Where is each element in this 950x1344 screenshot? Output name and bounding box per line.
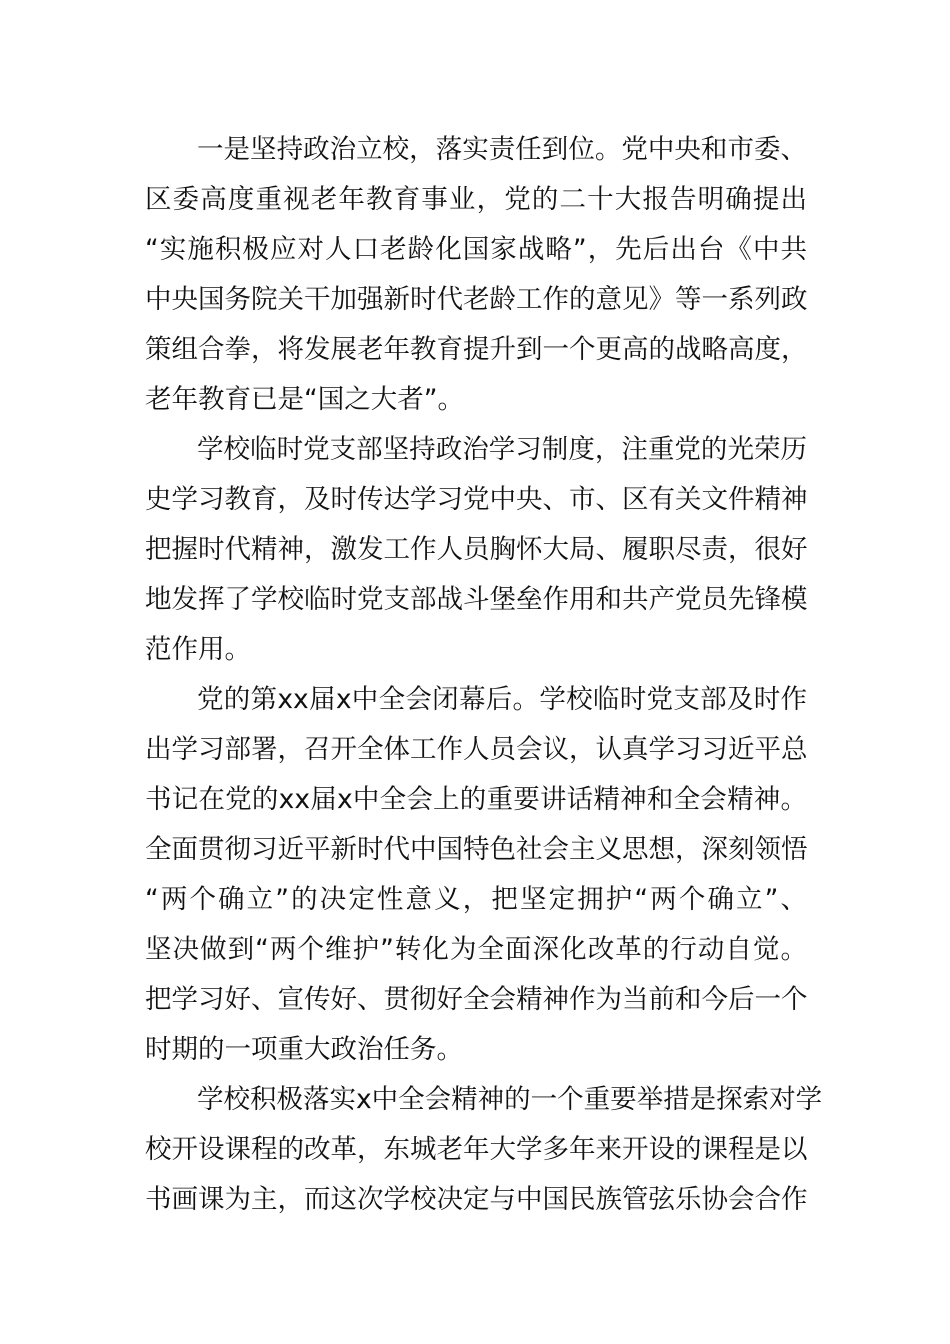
paragraph [145,425,807,675]
text-line: 地发挥了学校临时党支部战斗堡垒作用和共产党员先锋模 [145,584,808,615]
text-line: 时期的一项重大政治任务。 [145,1034,463,1065]
text-line: 校开设课程的改革，东城老年大学多年来开设的课程是以 [145,1134,808,1165]
text-line: “实施积极应对人口老龄化国家战略”，先后出台《中共 [145,234,807,265]
text-line: 中央国务院关干加强新时代老龄工作的意见》等一系列政 [145,284,808,315]
text-line: 全面贯彻习近平新时代中国特色社会主义思想，深刻领悟 [145,834,808,865]
text-line: 策组合拳，将发展老年教育提升到一个更高的战略高度， [145,334,808,365]
text-line: 书画课为主，而这次学校决定与中国民族管弦乐协会合作 [145,1184,808,1215]
text-line: 范作用。 [145,634,251,665]
text-line: 党的第xx届x中全会闭幕后。学校临时党支部及时作 [197,684,807,715]
text-line: 学校积极落实x中全会精神的一个重要举措是探索对学 [197,1084,823,1115]
text-line: 区委高度重视老年教育事业，党的二十大报告明确提出 [145,184,807,215]
text-line: “两个确立”的决定性意义，把坚定拥护“两个确立”、 [145,884,807,915]
document-body [145,125,823,1225]
paragraph [145,125,807,425]
text-line: 学校临时党支部坚持政治学习制度，注重党的光荣历 [197,434,807,465]
paragraph [145,1075,823,1225]
text-line: 把学习好、宣传好、贯彻好全会精神作为当前和今后一个 [145,984,808,1015]
text-line: 出学习部署，召开全体工作人员会议，认真学习习近平总 [145,734,808,765]
text-line: 书记在党的xx届x中全会上的重要讲话精神和全会精神。 [145,784,807,815]
text-line: 把握时代精神，激发工作人员胸怀大局、履职尽责，很好 [145,534,808,565]
text-line: 老年教育已是“国之大者”。 [145,384,464,415]
text-line: 坚决做到“两个维护”转化为全面深化改革的行动自觉。 [145,934,807,965]
paragraph [145,675,807,1075]
text-line: 一是坚持政治立校，落实责任到位。党中央和市委、 [197,134,807,165]
text-line: 史学习教育，及时传达学习党中央、市、区有关文件精神 [145,484,808,515]
